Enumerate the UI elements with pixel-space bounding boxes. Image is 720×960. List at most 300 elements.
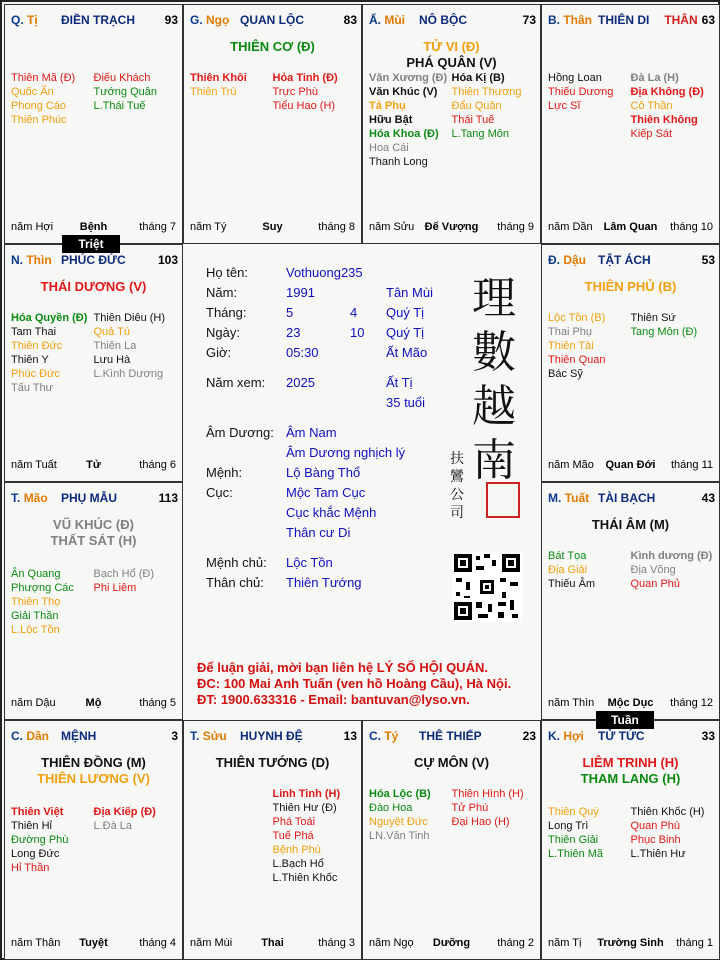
minor-star: Thiếu Dương (548, 86, 614, 98)
minor-star: Phượng Các (11, 582, 74, 594)
palace-cell-dan (4, 720, 183, 960)
palace-name: NÔ BỘC (419, 13, 467, 27)
info-name: Vothuong235 (286, 265, 363, 280)
minor-star: Hỉ Thần (11, 862, 50, 874)
palace-year: năm Sửu (369, 221, 415, 233)
major-star: TỬ VI (Đ) (423, 39, 480, 54)
minor-stars-left (548, 805, 631, 861)
palace-header (548, 13, 715, 29)
minor-star: Tuế Phá (272, 830, 314, 842)
info-view-year-label: Năm xem: (206, 375, 266, 390)
minor-star: Thiên Hình (H) (451, 788, 524, 800)
palace-branch (548, 13, 592, 27)
info-day-solar: 23 (286, 325, 301, 340)
info-day-label: Ngày: (206, 325, 240, 340)
palace-earthly-branch: Tý (384, 729, 399, 743)
palace-age: 53 (701, 253, 715, 267)
qr-code-icon (452, 552, 522, 622)
info-menh: Lộ Bàng Thổ (286, 465, 361, 480)
minor-star: Địa Võng (630, 564, 676, 576)
minor-star: Văn Xương (Đ) (369, 72, 448, 84)
notice-line: ĐT: 1900.633316 - Email: bantuvan@lyso.vn. (197, 692, 470, 707)
minor-star: Phá Toái (272, 816, 316, 828)
minor-star: Bạch Hổ (Đ) (93, 568, 155, 580)
minor-stars-right (94, 567, 177, 637)
palace-cell-ngo (183, 4, 362, 244)
minor-star: Bác Sỹ (548, 368, 583, 380)
minor-stars-right (452, 71, 535, 169)
palace-branch (369, 13, 405, 27)
minor-star: Thiên Khốc (H) (630, 806, 705, 818)
major-stars (5, 279, 182, 295)
palace-name: PHỤ MẪU (61, 491, 117, 505)
minor-stars-left (11, 71, 94, 127)
seal-char: 鸞 (450, 469, 464, 485)
info-year-lunar: Tân Mùi (386, 285, 433, 300)
palace-stem: Ấ. (369, 13, 381, 27)
minor-star: Nguyệt Đức (369, 816, 428, 828)
minor-star: L.Thiên Khốc (272, 872, 338, 884)
life-stage: Trường Sinh (597, 937, 664, 949)
palace-age: 23 (522, 729, 536, 743)
major-stars (363, 755, 540, 771)
palace-earthly-branch: Hợi (563, 729, 584, 743)
info-month-solar: 5 (286, 305, 294, 320)
minor-star: Thiên Hỉ (11, 820, 52, 832)
info-day-lunar: Quý Tị (386, 325, 425, 340)
major-stars (5, 755, 182, 787)
palace-header (11, 253, 178, 269)
minor-stars (548, 311, 713, 381)
palace-branch (548, 729, 584, 743)
minor-stars-right (631, 805, 714, 861)
palace-earthly-branch: Sửu (202, 729, 227, 743)
palace-footer (369, 221, 534, 235)
minor-star: Thiên Thọ (11, 596, 61, 608)
minor-stars (548, 549, 713, 591)
minor-star: Thiên Quý (548, 806, 599, 818)
palace-year: năm Tý (190, 221, 227, 233)
palace-footer (548, 221, 713, 235)
major-star: THAM LANG (H) (580, 771, 681, 786)
palace-month: tháng 1 (676, 937, 713, 949)
palace-footer (11, 459, 176, 473)
palace-footer (548, 937, 713, 951)
minor-star: Hồng Loan (548, 72, 602, 84)
minor-star: Phong Cáo (11, 100, 67, 112)
minor-star: Thiên Mã (Đ) (11, 72, 76, 84)
major-stars (184, 755, 361, 771)
contact-notice (197, 660, 511, 708)
palace-stem: B. (548, 13, 560, 27)
palace-age: 43 (701, 491, 715, 505)
life-stage: Thai (261, 937, 284, 949)
minor-stars (369, 71, 534, 169)
palace-name: HUYNH ĐỆ (240, 729, 303, 743)
palace-month: tháng 3 (318, 937, 355, 949)
palace-month: tháng 10 (670, 221, 713, 233)
minor-stars (190, 787, 355, 885)
red-seal-stamp (486, 482, 520, 518)
life-stage: Quan Đới (605, 459, 656, 471)
minor-star: Tấu Thư (11, 382, 54, 394)
minor-stars-left (11, 805, 94, 875)
palace-year: năm Ngọ (369, 937, 414, 949)
palace-header (548, 253, 715, 269)
minor-star: Linh Tinh (H) (272, 788, 341, 800)
info-year-solar: 1991 (286, 285, 315, 300)
minor-star: Cô Thần (630, 100, 673, 112)
info-month-lunar-num: 4 (350, 305, 358, 320)
minor-star: LN.Văn Tinh (369, 830, 430, 842)
minor-star: Thiên Không (630, 114, 698, 126)
minor-star: Thiên Đức (11, 340, 63, 352)
palace-footer (190, 937, 355, 951)
palace-month: tháng 5 (139, 697, 176, 709)
info-month-label: Tháng: (206, 305, 247, 320)
major-stars (542, 517, 719, 533)
minor-star: Quả Tú (93, 326, 130, 338)
minor-star: Thiên Sứ (630, 312, 676, 324)
palace-name: QUAN LỘC (240, 13, 304, 27)
palace-year: năm Hợi (11, 221, 54, 233)
palace-stem: G. (190, 13, 203, 27)
palace-name: THÊ THIẾP (419, 729, 482, 743)
palace-cell-mao (4, 482, 183, 720)
minor-star: Quan Phù (630, 820, 681, 832)
info-age: 35 tuổi (386, 395, 426, 410)
minor-star: Thiên Hư (Đ) (272, 802, 337, 814)
minor-star: Địa Giải (548, 564, 588, 576)
palace-branch (11, 729, 49, 743)
info-view-year-lunar: Ất Tị (386, 375, 413, 390)
minor-star: L.Thái Tuế (93, 100, 146, 112)
minor-star: Đào Hoa (369, 802, 413, 814)
info-menh-label: Mệnh: (206, 465, 243, 480)
minor-star: Hóa Kị (B) (451, 72, 505, 84)
minor-star: Tử Phù (451, 802, 489, 814)
palace-cell-mui (362, 4, 541, 244)
minor-star: Đường Phù (11, 834, 69, 846)
minor-star: Đại Hao (H) (451, 816, 510, 828)
minor-star: Kiếp Sát (630, 128, 673, 140)
minor-stars (11, 567, 176, 637)
minor-star: Tiểu Hao (H) (272, 100, 336, 112)
minor-star: Thiên Quan (548, 354, 606, 366)
major-star: LIÊM TRINH (H) (582, 755, 679, 770)
palace-stem: Đ. (548, 253, 560, 267)
info-cuc: Mộc Tam Cục (286, 485, 366, 500)
calligraphy-char: 理 (472, 273, 516, 324)
palace-cell-thin (4, 244, 183, 482)
minor-star: Quan Phủ (630, 578, 681, 590)
life-stage: Mộc Dục (607, 697, 654, 709)
palace-year: năm Dậu (11, 697, 56, 709)
minor-star: Đẩu Quân (451, 100, 502, 112)
major-stars (542, 755, 719, 787)
minor-stars (11, 805, 176, 875)
minor-stars-left (548, 549, 631, 591)
palace-footer (11, 937, 176, 951)
minor-star: L.Tang Môn (451, 128, 509, 140)
life-stage: Đế Vượng (424, 221, 479, 233)
minor-star: Quốc Ấn (11, 86, 54, 98)
palace-header (369, 729, 536, 745)
minor-star: Thiên Trù (190, 86, 237, 98)
palace-month: tháng 12 (670, 697, 713, 709)
palace-month: tháng 9 (497, 221, 534, 233)
info-cuc-label: Cục: (206, 485, 233, 500)
major-star: THẤT SÁT (H) (50, 533, 137, 548)
calligraphy-char: 南 (472, 435, 516, 486)
palace-branch (11, 253, 52, 267)
palace-branch (190, 13, 229, 27)
palace-header (11, 729, 178, 745)
minor-star: Tang Môn (Đ) (630, 326, 698, 338)
minor-stars-left (11, 567, 94, 637)
info-hour-lunar: Ất Mão (386, 345, 428, 360)
notice-line: ĐC: 100 Mai Anh Tuấn (ven hồ Hoàng Cầu), Hà Nội. (197, 676, 512, 691)
palace-age: 63 (701, 13, 715, 27)
than-marker: THÂN (664, 13, 698, 27)
info-amduong-label: Âm Dương: (206, 425, 274, 440)
palace-month: tháng 4 (139, 937, 176, 949)
palace-earthly-branch: Tị (27, 13, 38, 27)
info-amduong-note: Âm Dương nghịch lý (286, 445, 406, 460)
palace-header (190, 729, 357, 745)
life-stage: Bệnh (79, 221, 108, 233)
minor-stars-right (94, 71, 177, 127)
palace-month: tháng 7 (139, 221, 176, 233)
palace-branch (548, 491, 589, 505)
minor-stars-right (94, 311, 177, 395)
major-star: THÁI ÂM (M) (591, 517, 670, 532)
minor-star: Phi Liêm (93, 582, 137, 594)
palace-age: 3 (171, 729, 178, 743)
seal-char: 司 (450, 505, 464, 521)
minor-star: Lộc Tồn (B) (548, 312, 606, 324)
palace-year: năm Mùi (190, 937, 233, 949)
minor-star: L.Thiên Mã (548, 848, 604, 860)
palace-name: ĐIỀN TRẠCH (61, 13, 135, 27)
palace-age: 113 (158, 491, 178, 505)
palace-header (548, 491, 715, 507)
life-stage: Suy (262, 221, 283, 233)
info-day-lunar-num: 10 (350, 325, 365, 340)
palace-age: 13 (343, 729, 357, 743)
minor-star: Phục Binh (630, 834, 681, 846)
palace-stem: T. (190, 729, 200, 743)
palace-earthly-branch: Mão (23, 491, 48, 505)
minor-star: Lực Sĩ (548, 100, 581, 112)
palace-age: 103 (157, 253, 178, 267)
palace-footer (11, 697, 176, 711)
palace-name: PHÚC ĐỨC (61, 253, 126, 267)
palace-earthly-branch: Tuất (564, 491, 590, 505)
minor-stars (190, 71, 355, 113)
info-cuc-note2: Thân cư Di (286, 525, 351, 540)
palace-month: tháng 11 (670, 459, 713, 471)
minor-stars-left (369, 71, 452, 169)
minor-star: Thiếu Âm (548, 578, 596, 590)
palace-name: TẬT ÁCH (598, 253, 651, 267)
minor-star: Văn Khúc (V) (369, 86, 438, 98)
seal-char: 公 (450, 487, 464, 503)
major-star: PHÁ QUÂN (V) (406, 55, 497, 70)
minor-stars-left (548, 311, 631, 381)
palace-year: năm Tuất (11, 459, 57, 471)
minor-stars-right (273, 71, 356, 113)
major-star: THIÊN LƯƠNG (V) (37, 771, 150, 786)
minor-star: Thiên Phúc (11, 114, 67, 126)
minor-star: Thai Phụ (548, 326, 593, 338)
palace-branch (190, 729, 227, 743)
major-star: VŨ KHÚC (Đ) (53, 517, 134, 532)
minor-star: Thiên Thương (451, 86, 522, 98)
calligraphy-char: 越 (472, 381, 516, 432)
minor-star: Thiên Việt (11, 806, 64, 818)
minor-stars-left (369, 787, 452, 843)
minor-star: L.Kình Dương (93, 368, 164, 380)
major-stars (184, 39, 361, 55)
minor-stars (548, 805, 713, 861)
minor-star: Hữu Bật (369, 114, 413, 126)
life-stage: Mộ (85, 697, 102, 709)
palace-year: năm Dần (548, 221, 593, 233)
tuan-tag: Tuần (596, 711, 654, 729)
life-stage: Dưỡng (432, 937, 471, 949)
minor-stars-right (94, 805, 177, 875)
minor-star: Tam Thai (11, 326, 57, 338)
minor-star: Giải Thần (11, 610, 59, 622)
palace-footer (11, 221, 176, 235)
minor-stars-right (631, 311, 714, 381)
palace-age: 83 (343, 13, 357, 27)
minor-star: L.Lộc Tồn (11, 624, 60, 636)
minor-stars (11, 71, 176, 127)
palace-footer (190, 221, 355, 235)
notice-line: Để luận giải, mời bạn liên hệ LÝ SỐ HỘI QUÁN. (197, 660, 488, 675)
minor-star: Phúc Đức (11, 368, 60, 380)
life-stage: Tử (86, 459, 101, 471)
info-hour: 05:30 (286, 345, 319, 360)
minor-stars-left (190, 787, 273, 885)
minor-star: L.Bạch Hổ (272, 858, 324, 870)
minor-star: Ân Quang (11, 568, 61, 580)
palace-earthly-branch: Dậu (563, 253, 587, 267)
palace-footer (548, 697, 713, 711)
info-thanchu: Thiên Tướng (286, 575, 362, 590)
minor-star: Thiên La (93, 340, 137, 352)
info-view-year: 2025 (286, 375, 315, 390)
palace-stem: K. (548, 729, 560, 743)
palace-branch (11, 491, 48, 505)
palace-age: 73 (522, 13, 536, 27)
palace-branch (369, 729, 398, 743)
palace-stem: Q. (11, 13, 24, 27)
minor-star: L.Đà La (93, 820, 133, 832)
palace-name: THIÊN DI (598, 13, 650, 27)
palace-earthly-branch: Thìn (26, 253, 52, 267)
minor-star: Long Đức (11, 848, 60, 860)
major-star: THIÊN CƠ (Đ) (230, 39, 315, 54)
minor-star: Hóa Khoa (Đ) (369, 128, 439, 140)
palace-month: tháng 8 (318, 221, 355, 233)
palace-header (11, 13, 178, 29)
palace-month: tháng 6 (139, 459, 176, 471)
palace-month: tháng 2 (497, 937, 534, 949)
palace-header (190, 13, 357, 29)
palace-earthly-branch: Ngọ (206, 13, 230, 27)
palace-cell-hoi (541, 720, 720, 960)
palace-branch (11, 13, 38, 27)
minor-star: Thiên Khôi (190, 72, 247, 84)
info-amduong: Âm Nam (286, 425, 337, 440)
palace-year: năm Tị (548, 937, 582, 949)
minor-stars-right (273, 787, 356, 885)
minor-stars (11, 311, 176, 395)
palace-cell-ti (4, 4, 183, 244)
minor-stars-right (631, 549, 714, 591)
minor-star: Tả Phụ (369, 100, 406, 112)
palace-earthly-branch: Thân (563, 13, 593, 27)
minor-star: Kình dương (Đ) (630, 550, 713, 562)
info-month-lunar: Quý Tị (386, 305, 425, 320)
palace-footer (369, 937, 534, 951)
palace-year: năm Mão (548, 459, 594, 471)
seal-char: 扶 (450, 451, 464, 467)
info-name-label: Họ tên: (206, 265, 248, 280)
palace-stem: T. (11, 491, 21, 505)
minor-star: Bệnh Phù (272, 844, 321, 856)
minor-star: Hóa Lộc (B) (369, 788, 431, 800)
info-menhchu: Lộc Tồn (286, 555, 333, 570)
palace-year: năm Thìn (548, 697, 595, 709)
palace-name: TỬ TỨC (598, 729, 645, 743)
major-star: THÁI DƯƠNG (V) (40, 279, 147, 294)
palace-age: 33 (701, 729, 715, 743)
minor-star: Địa Kiếp (Đ) (93, 806, 156, 818)
minor-stars (548, 71, 713, 141)
minor-stars-left (548, 71, 631, 141)
major-star: CỰ MÔN (V) (413, 755, 490, 770)
minor-star: Bát Tọa (548, 550, 587, 562)
palace-age: 93 (164, 13, 178, 27)
calligraphy-char: 數 (472, 327, 516, 378)
info-menhchu-label: Mệnh chủ: (206, 555, 267, 570)
minor-star: Hỏa Tinh (Đ) (272, 72, 338, 84)
minor-star: Tướng Quân (93, 86, 157, 98)
minor-star: Hoa Cái (369, 142, 409, 154)
palace-cell-dau (541, 244, 720, 482)
major-star: THIÊN ĐỒNG (M) (41, 755, 146, 770)
minor-star: Trực Phù (272, 86, 318, 98)
major-stars (363, 39, 540, 71)
life-stage: Tuyệt (79, 937, 108, 949)
info-year-label: Năm: (206, 285, 238, 300)
palace-cell-tuat (541, 482, 720, 720)
minor-star: Long Trì (548, 820, 589, 832)
minor-star: Thiên Giải (548, 834, 599, 846)
palace-header (548, 729, 715, 745)
palace-cell-than (541, 4, 720, 244)
major-stars (542, 279, 719, 295)
minor-star: Thanh Long (369, 156, 428, 168)
palace-earthly-branch: Dần (26, 729, 50, 743)
palace-stem: C. (369, 729, 381, 743)
minor-star: L.Thiên Hư (630, 848, 686, 860)
minor-stars-right (631, 71, 714, 141)
